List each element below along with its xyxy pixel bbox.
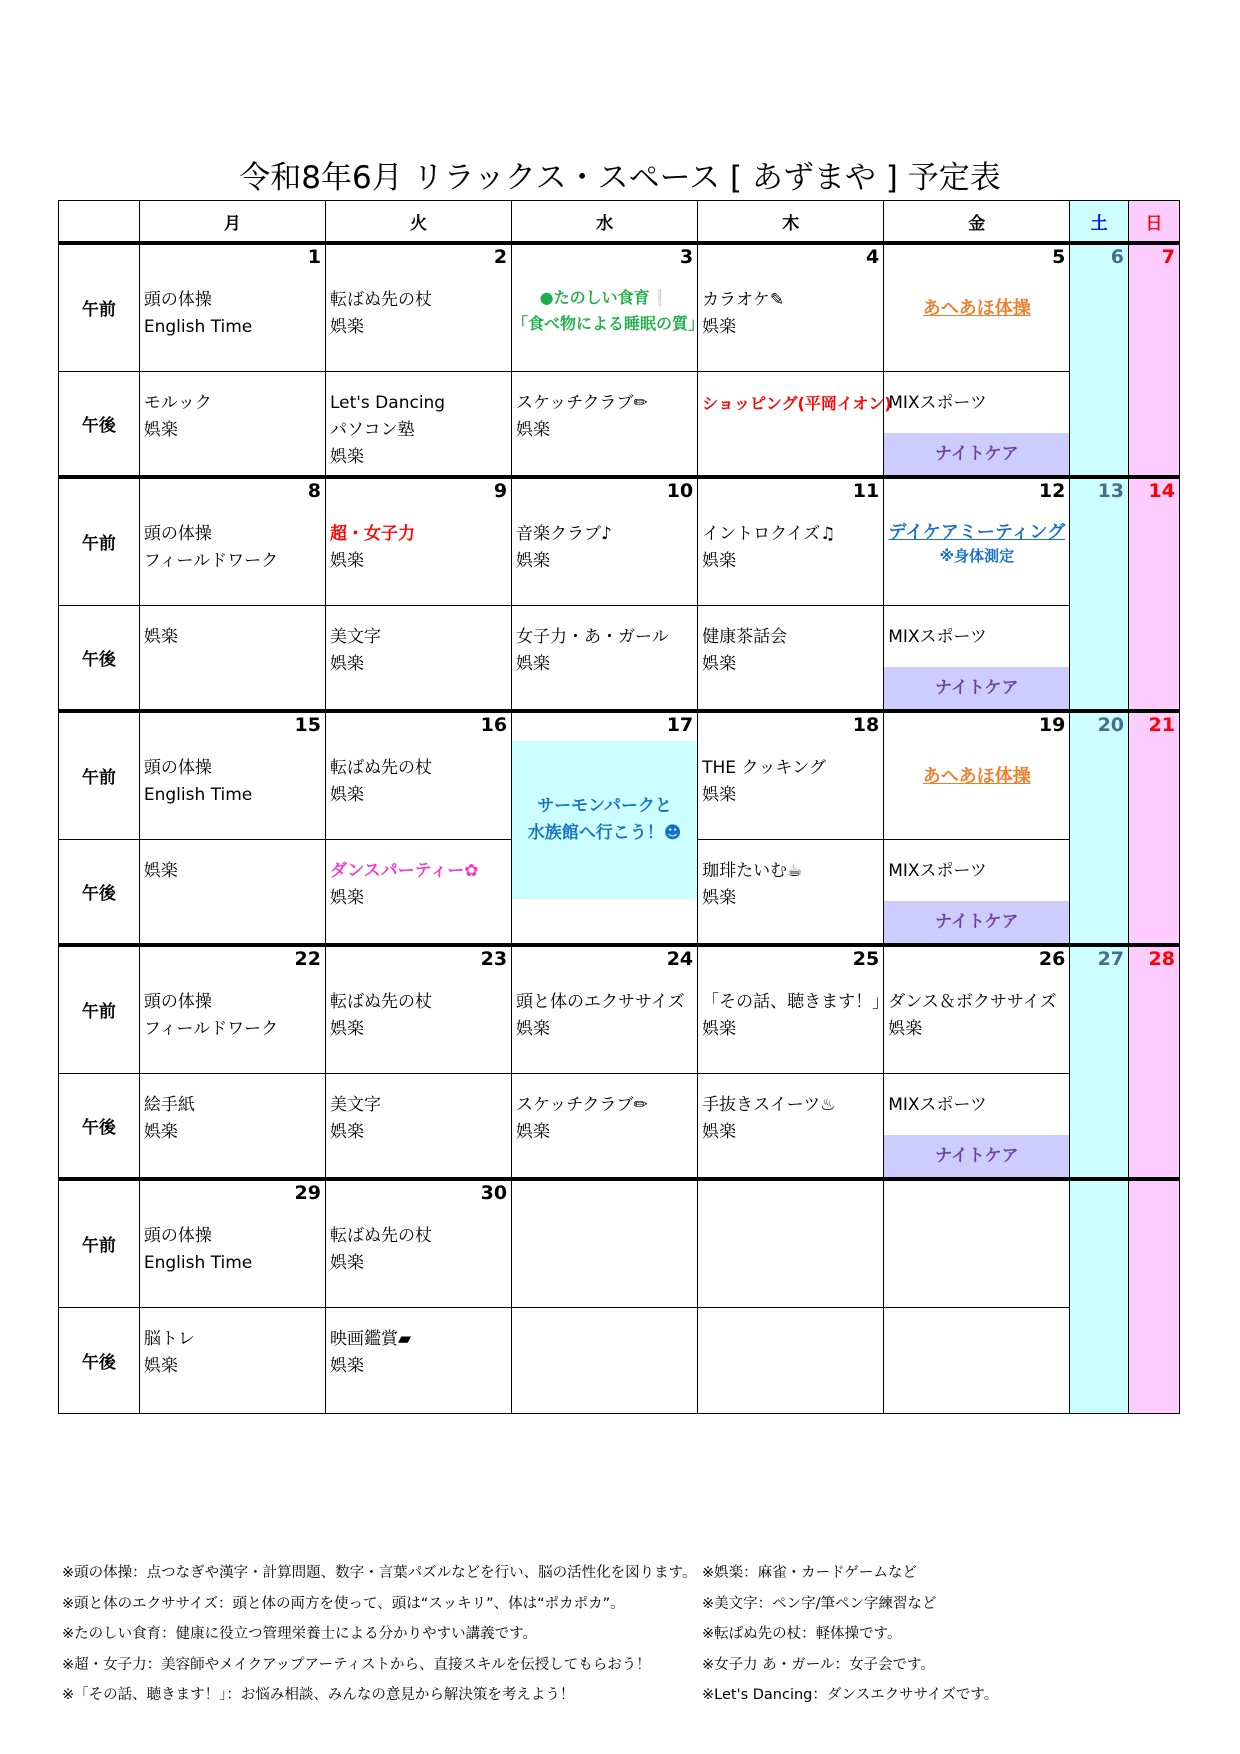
activity: 転ばぬ先の杖 <box>329 290 432 310</box>
daycare-meeting: デイケアミーティング <box>888 522 1066 543</box>
day-number: 29 <box>294 1182 321 1204</box>
day-activities <box>140 840 325 885</box>
activity: 娯楽 <box>702 887 737 908</box>
pencil-icon: ✏ <box>633 392 648 413</box>
activity: 娯楽 <box>329 1019 364 1039</box>
day-cell <box>325 605 511 711</box>
day-cell <box>698 839 884 945</box>
schedule-table <box>58 200 1180 1414</box>
activity: 娯楽 <box>329 551 364 571</box>
activity: 美文字 <box>329 1094 381 1115</box>
sunday-cell <box>1129 243 1180 477</box>
day-activities <box>326 245 511 341</box>
activity: 娯楽 <box>329 1253 364 1273</box>
note: ※「その話、聴きます！」：お悩み相談、みんなの意見から解決策を考えよう！ <box>62 1687 575 1703</box>
activity: 超・女子力 <box>329 524 415 544</box>
activity: Let's Dancing <box>329 392 446 413</box>
day-number: 2 <box>493 246 508 268</box>
activity: 娯楽 <box>702 653 737 674</box>
activity: 頭の体操 <box>143 758 212 778</box>
activity: MIXスポーツ <box>888 392 987 413</box>
day-activities <box>326 372 511 471</box>
sunday-cell <box>1129 477 1180 711</box>
week4-am-row <box>59 945 1180 1073</box>
night-care-band: ナイトケア <box>884 667 1069 709</box>
activity: 娯楽 <box>702 1019 737 1039</box>
shokuiku-subtitle: 「食べ物による睡眠の質」 <box>512 314 705 333</box>
activity: 娯楽 <box>329 653 364 674</box>
night-care-band: ナイトケア <box>884 1135 1069 1177</box>
saturday-cell <box>1070 945 1129 1179</box>
day-cell <box>325 371 511 477</box>
note: ※たのしい食育：健康に役立つ管理栄養士による分かりやすい講義です。 <box>62 1626 537 1642</box>
weekday-wed: 水 <box>512 201 698 244</box>
activity: 頭の体操 <box>143 290 212 310</box>
day-number: 26 <box>1038 948 1066 970</box>
day-cell <box>884 243 1070 371</box>
activity: フィールドワーク <box>143 551 279 571</box>
activity: 娯楽 <box>702 317 737 337</box>
notes-left <box>62 1558 697 1711</box>
day-activities <box>512 1074 697 1146</box>
day-activities <box>884 840 1069 885</box>
am-label: 午前 <box>59 711 140 839</box>
sunday-cell <box>1129 711 1180 945</box>
weekday-thu: 木 <box>698 201 884 244</box>
day-cell <box>512 477 698 605</box>
activity: 娯楽 <box>329 785 364 805</box>
empty-cell <box>884 1307 1070 1413</box>
day-cell <box>884 371 1070 477</box>
weekday-header-row <box>59 201 1180 244</box>
empty-cell <box>884 1179 1070 1307</box>
week5-pm-row <box>59 1307 1180 1413</box>
day-cell <box>512 371 698 477</box>
night-care-band: ナイトケア <box>884 433 1069 475</box>
day-activities <box>140 1074 325 1146</box>
activity: 娯楽 <box>143 860 178 881</box>
day-cell <box>139 711 325 839</box>
day-activities <box>512 372 697 444</box>
day-cell <box>139 477 325 605</box>
week2-pm-row <box>59 605 1180 711</box>
weekday-fri: 金 <box>884 201 1070 244</box>
activity: 「その話、聴きます！」 <box>702 992 890 1012</box>
day-activities <box>140 606 325 651</box>
day-activities <box>512 245 705 337</box>
notes-right <box>702 1558 998 1711</box>
day-number: 12 <box>1038 480 1066 502</box>
note: ※娯楽：麻雀・カードゲームなど <box>702 1565 917 1581</box>
activity: 娯楽 <box>516 419 551 440</box>
day-number: 28 <box>1148 948 1175 970</box>
dancer-icon: ✿ <box>464 860 479 881</box>
movie-camera-icon: ▰ <box>397 1328 412 1349</box>
day-cell <box>512 945 698 1073</box>
empty-cell <box>698 1179 884 1307</box>
am-label: 午前 <box>59 243 140 371</box>
day-number: 24 <box>666 948 694 970</box>
activity: 娯楽 <box>329 317 364 337</box>
bowl-icon: ● <box>539 288 554 307</box>
week1-pm-row <box>59 371 1180 477</box>
note: ※頭と体のエクササイズ：頭と体の両方を使って、頭は“スッキリ”、体は“ポカポカ”。 <box>62 1595 625 1612</box>
day-cell <box>884 1073 1070 1179</box>
day-cell <box>698 945 890 1073</box>
weekday-tue: 火 <box>325 201 511 244</box>
day-cell <box>884 477 1070 605</box>
day-cell <box>139 371 325 477</box>
activity: 娯楽 <box>329 887 364 908</box>
activity: 娯楽 <box>329 446 364 467</box>
week4-pm-row <box>59 1073 1180 1179</box>
saturday-cell <box>1070 711 1129 945</box>
activity: 娯楽 <box>516 1019 551 1039</box>
day-number: 17 <box>666 714 694 736</box>
activity: ダンス＆ボクササイズ <box>888 992 1057 1012</box>
day-number: 23 <box>480 948 508 970</box>
activity: MIXスポーツ <box>888 626 987 647</box>
day-number: 25 <box>852 948 880 970</box>
activity: English Time <box>143 1253 253 1273</box>
day-number: 1 <box>307 246 321 268</box>
day-number: 20 <box>1097 714 1125 736</box>
activity: 娯楽 <box>516 551 551 571</box>
activity: 転ばぬ先の杖 <box>329 758 432 778</box>
day-activities <box>512 606 697 678</box>
day-cell <box>325 1179 511 1307</box>
activity: 娯楽 <box>329 1121 364 1142</box>
empty-cell <box>698 1307 884 1413</box>
note: ※転ばぬ先の杖：軽体操です。 <box>702 1626 902 1642</box>
note: ※女子力 あ・ガール：女子会です。 <box>702 1656 935 1673</box>
activity: 娯楽 <box>702 1121 737 1142</box>
activity: MIXスポーツ <box>888 1094 987 1115</box>
page-title: 令和8年6月 リラックス・スペース [ あずまや ] 予定表 <box>239 160 1001 196</box>
day-activities <box>884 245 1069 323</box>
day-cell <box>325 711 511 839</box>
day-number: 3 <box>679 246 694 268</box>
activity: ダンスパーティー✿ <box>329 860 479 881</box>
week1-am-row <box>59 243 1180 371</box>
day-cell <box>139 945 325 1073</box>
activity: パソコン塾 <box>329 419 415 440</box>
day-number: 14 <box>1148 480 1175 502</box>
day-cell <box>139 243 325 371</box>
day-activities <box>140 479 325 575</box>
aheaho-exercise: あへあほ体操 <box>922 298 1031 319</box>
activity: 頭の体操 <box>143 992 212 1012</box>
day-number: 15 <box>294 714 321 736</box>
activity: 音楽クラブ♪ <box>516 524 612 544</box>
day-number: 10 <box>666 480 694 502</box>
night-care-band: ナイトケア <box>884 901 1069 943</box>
day-activities <box>326 1074 511 1146</box>
pencil-icon: ✏ <box>633 1094 648 1115</box>
day-cell <box>884 711 1070 839</box>
week2-am-row <box>59 477 1180 605</box>
day-activities <box>326 1308 511 1380</box>
aheaho-exercise: あへあほ体操 <box>922 766 1031 787</box>
activity: 転ばぬ先の杖 <box>329 992 432 1012</box>
aquarium-trip-event: サーモンパークと 水族館へ行こう！☻ <box>512 741 697 899</box>
pm-label: 午後 <box>59 605 140 711</box>
activity: 娯楽 <box>702 551 737 571</box>
activity: 女子力・あ・ガール <box>516 626 669 647</box>
activity: カラオケ✎ <box>702 290 785 310</box>
fish-icon: ☻ <box>663 823 682 843</box>
activity: 娯楽 <box>143 1355 178 1376</box>
activity: 娯楽 <box>143 419 178 440</box>
day-activities <box>698 372 892 417</box>
day-cell <box>884 605 1070 711</box>
day-cell <box>325 243 511 371</box>
activity: 美文字 <box>329 626 381 647</box>
day-number: 7 <box>1161 246 1175 268</box>
week3-am-row <box>59 711 1180 839</box>
day-cell <box>325 477 511 605</box>
cake-icon: ♨ <box>820 1094 836 1115</box>
pm-label: 午後 <box>59 1073 140 1179</box>
note: ※頭の体操：点つなぎや漢字・計算問題、数字・言葉パズルなどを行い、脳の活性化を図ります。 <box>62 1565 697 1581</box>
activity: 絵手紙 <box>143 1094 195 1115</box>
activity: 娯楽 <box>143 1121 178 1142</box>
pm-label: 午後 <box>59 839 140 945</box>
weekday-sun: 日 <box>1129 201 1180 244</box>
weekday-mon: 月 <box>139 201 325 244</box>
activity: 転ばぬ先の杖 <box>329 1226 432 1246</box>
saturday-cell <box>1070 243 1129 477</box>
day-number: 21 <box>1148 714 1175 736</box>
activity: 娯楽 <box>516 1121 551 1142</box>
activity: 娯楽 <box>143 626 178 647</box>
activity: MIXスポーツ <box>888 860 987 881</box>
activity: 頭と体のエクササイズ <box>516 992 685 1012</box>
activity: 脳トレ <box>143 1328 195 1349</box>
activity: English Time <box>143 785 253 805</box>
day-number: 8 <box>307 480 321 502</box>
saturday-cell <box>1070 1179 1129 1413</box>
day-number: 11 <box>852 480 880 502</box>
activity: THE クッキング <box>702 758 826 778</box>
day-cell <box>325 945 511 1073</box>
day-activities <box>884 1074 1069 1119</box>
activity: 珈琲たいむ☕ <box>702 860 803 881</box>
activity: 娯楽 <box>516 653 551 674</box>
activity: 頭の体操 <box>143 1226 212 1246</box>
day-number: 16 <box>480 714 508 736</box>
weekday-sat: 土 <box>1070 201 1129 244</box>
note: ※超・女子力：美容師やメイクアップアーティストから、直接スキルを伝授してもらおう！ <box>62 1656 651 1673</box>
activity: 映画鑑賞▰ <box>329 1328 412 1349</box>
pm-label: 午後 <box>59 1307 140 1413</box>
day-activities <box>698 1074 883 1146</box>
sunday-cell <box>1129 945 1180 1179</box>
note: ※美文字：ペン字/筆ペン字練習など <box>702 1595 937 1612</box>
day-activities <box>140 1308 325 1380</box>
day-cell <box>139 1307 325 1413</box>
empty-cell <box>512 1179 698 1307</box>
day-cell <box>512 243 705 371</box>
week5-am-row <box>59 1179 1180 1307</box>
saturday-cell <box>1070 477 1129 711</box>
day-activities <box>698 245 883 341</box>
day-cell <box>139 839 325 945</box>
day-number: 5 <box>1052 246 1066 268</box>
day-number: 30 <box>480 1182 508 1204</box>
day-cell <box>325 1073 511 1179</box>
day-number: 4 <box>866 246 880 268</box>
day-number: 18 <box>852 714 880 736</box>
shokuiku-event: ●たのしい食育❕ <box>539 288 670 307</box>
day-cell <box>512 711 698 945</box>
day-number: 9 <box>493 480 508 502</box>
day-cell <box>698 711 884 839</box>
day-cell <box>698 243 884 371</box>
day-activities <box>698 606 883 678</box>
day-cell <box>139 1179 325 1307</box>
am-label: 午前 <box>59 1179 140 1307</box>
activity: モルック <box>143 392 212 413</box>
am-label: 午前 <box>59 945 140 1073</box>
day-cell <box>512 605 698 711</box>
day-cell <box>698 605 884 711</box>
body-measurement-note: ※身体測定 <box>939 547 1015 565</box>
activity: イントロクイズ♫ <box>702 524 836 544</box>
empty-cell <box>512 1307 698 1413</box>
sunday-cell <box>1129 1179 1180 1413</box>
day-cell <box>884 945 1070 1073</box>
day-activities <box>326 479 511 575</box>
day-activities <box>884 372 1069 417</box>
day-number: 27 <box>1097 948 1125 970</box>
day-activities <box>884 606 1069 651</box>
day-activities <box>140 372 325 444</box>
day-cell <box>139 1073 325 1179</box>
coffee-icon: ☕ <box>787 860 803 881</box>
activity: スケッチクラブ✏ <box>516 1094 648 1115</box>
day-cell <box>512 1073 698 1179</box>
activity: 健康茶話会 <box>702 626 788 647</box>
day-number: 19 <box>1038 714 1066 736</box>
day-cell <box>698 477 884 605</box>
activity: 娯楽 <box>702 785 737 805</box>
day-activities <box>698 840 883 912</box>
activity: 頭の体操 <box>143 524 212 544</box>
day-number: 13 <box>1097 480 1125 502</box>
shopping-event: ショッピング(平岡イオン) <box>702 393 892 413</box>
day-activities <box>140 245 325 341</box>
day-cell <box>884 839 1070 945</box>
activity: スケッチクラブ✏ <box>516 392 648 413</box>
pm-label: 午後 <box>59 371 140 477</box>
day-cell <box>325 839 511 945</box>
am-label: 午前 <box>59 477 140 605</box>
microphone-icon: ✎ <box>769 290 785 310</box>
day-number: 22 <box>294 948 321 970</box>
note: ※Let's Dancing：ダンスエクササイズです。 <box>702 1687 999 1703</box>
day-activities <box>326 606 511 678</box>
activity: 娯楽 <box>329 1355 364 1376</box>
activity: 娯楽 <box>888 1019 923 1039</box>
corner-cell <box>59 201 140 244</box>
activity: 手抜きスイーツ♨ <box>702 1094 836 1115</box>
day-cell <box>698 1073 884 1179</box>
day-number: 6 <box>1110 246 1125 268</box>
activity: フィールドワーク <box>143 1019 279 1039</box>
activity: English Time <box>143 317 253 337</box>
day-cell <box>698 371 892 477</box>
day-activities <box>326 840 511 912</box>
day-cell <box>325 1307 511 1413</box>
day-cell <box>139 605 325 711</box>
